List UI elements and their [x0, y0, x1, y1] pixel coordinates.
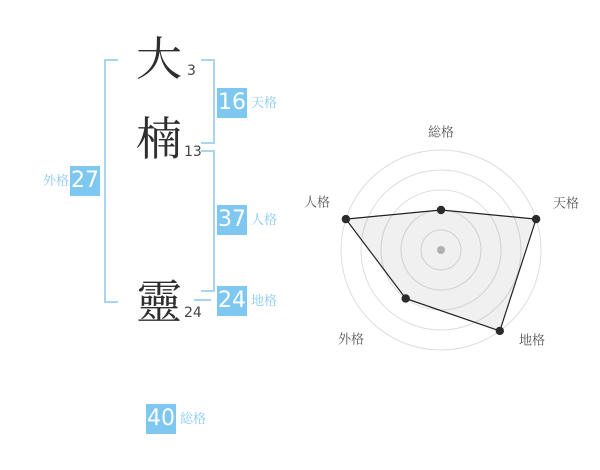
radar-data-polygon	[346, 210, 536, 331]
tenkaku-bracket	[201, 59, 215, 144]
radar-axis-label-chikaku: 地格	[518, 333, 546, 349]
soukaku-score-label: 総格	[180, 412, 207, 427]
tenkaku-score-label: 天格	[251, 96, 278, 111]
jinkaku-bracket	[201, 150, 215, 292]
radar-vertex-dot	[532, 215, 540, 223]
gaikaku-score-box: 27	[70, 166, 100, 196]
stroke-count-3: 24	[184, 305, 202, 321]
radar-axis-label-soukaku: 総格	[427, 125, 455, 141]
name-character-3: 靈	[136, 275, 182, 329]
radar-vertex-dot	[342, 215, 350, 223]
radar-chart	[326, 135, 556, 365]
radar-vertex-dot	[496, 327, 504, 335]
jinkaku-score-box: 37	[217, 205, 247, 235]
name-character-2: 楠	[136, 112, 182, 166]
radar-axis-label-tenkaku: 天格	[552, 196, 580, 212]
radar-vertex-dot	[437, 206, 445, 214]
stroke-count-2: 13	[184, 144, 202, 160]
jinkaku-score-label: 人格	[251, 213, 278, 228]
radar-vertex-dot	[402, 294, 410, 302]
radar-axis-label-jinkaku: 人格	[303, 195, 331, 211]
soukaku-score-box: 40	[146, 404, 176, 434]
radar-axis-label-gaikaku: 外格	[337, 332, 365, 348]
name-character-1: 大	[136, 32, 182, 86]
tenkaku-score-box: 16	[217, 88, 247, 118]
gaikaku-bracket	[104, 59, 118, 303]
chikaku-score-box: 24	[217, 286, 247, 316]
stroke-count-1: 3	[187, 63, 196, 79]
chikaku-connector-line	[194, 299, 211, 301]
chikaku-score-label: 地格	[251, 294, 278, 309]
gaikaku-score-label: 外格	[43, 174, 70, 189]
